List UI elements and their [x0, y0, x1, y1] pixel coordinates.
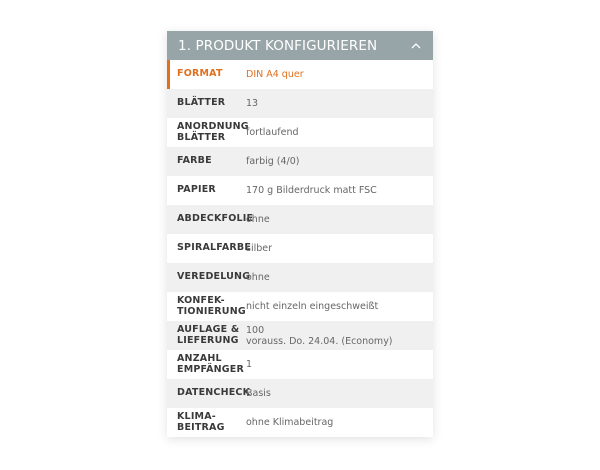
- row-label: AUFLAGE & LIEFERUNG: [177, 324, 240, 346]
- row-value: 1: [246, 359, 253, 370]
- row-value: 13: [246, 98, 259, 109]
- product-config-panel: [167, 31, 433, 437]
- row-label: ANORDNUNG BLÄTTER: [177, 121, 249, 143]
- row-label: PAPIER: [177, 184, 216, 196]
- row-anordnung[interactable]: [167, 118, 433, 147]
- row-value: Basis: [246, 388, 271, 399]
- row-format[interactable]: [167, 60, 433, 89]
- row-auflage-lieferung[interactable]: [167, 321, 433, 350]
- panel-header[interactable]: [167, 31, 433, 60]
- row-label: SPIRALFARBE: [177, 242, 252, 254]
- row-value: ohne: [246, 214, 270, 225]
- row-spiralfarbe[interactable]: [167, 234, 433, 263]
- row-farbe[interactable]: [167, 147, 433, 176]
- row-label: KONFEK- TIONIERUNG: [177, 295, 246, 317]
- row-value: 100 vorauss. Do. 24.04. (Economy): [246, 324, 393, 347]
- row-value: ohne: [246, 272, 270, 283]
- row-value: ohne Klimabeitrag: [246, 417, 334, 428]
- row-papier[interactable]: [167, 176, 433, 205]
- row-label: FARBE: [177, 155, 212, 167]
- row-value: silber: [246, 243, 273, 254]
- row-anzahl-empfaenger[interactable]: [167, 350, 433, 379]
- row-datencheck[interactable]: [167, 379, 433, 408]
- row-label: KLIMA- BEITRAG: [177, 411, 225, 433]
- row-value: DIN A4 quer: [246, 69, 304, 80]
- row-veredelung[interactable]: [167, 263, 433, 292]
- row-blaetter[interactable]: [167, 89, 433, 118]
- chevron-up-icon[interactable]: [409, 39, 423, 53]
- row-value: 170 g Bilderdruck matt FSC: [246, 185, 377, 196]
- row-label: BLÄTTER: [177, 97, 226, 109]
- row-value: nicht einzeln eingeschweißt: [246, 301, 379, 312]
- row-label: FORMAT: [177, 68, 223, 80]
- row-label: ABDECKFOLIE: [177, 213, 254, 225]
- row-konfektionierung[interactable]: [167, 292, 433, 321]
- row-value: fortlaufend: [246, 127, 299, 138]
- row-label: ANZAHL EMPFÄNGER: [177, 353, 245, 375]
- config-rows: [167, 60, 433, 437]
- row-label: VEREDELUNG: [177, 271, 251, 283]
- row-value: farbig (4/0): [246, 156, 300, 167]
- panel-title: 1. PRODUKT KONFIGURIEREN: [178, 37, 378, 54]
- row-abdeckfolie[interactable]: [167, 205, 433, 234]
- row-klimabeitrag[interactable]: [167, 408, 433, 437]
- row-label: DATENCHECK: [177, 387, 251, 399]
